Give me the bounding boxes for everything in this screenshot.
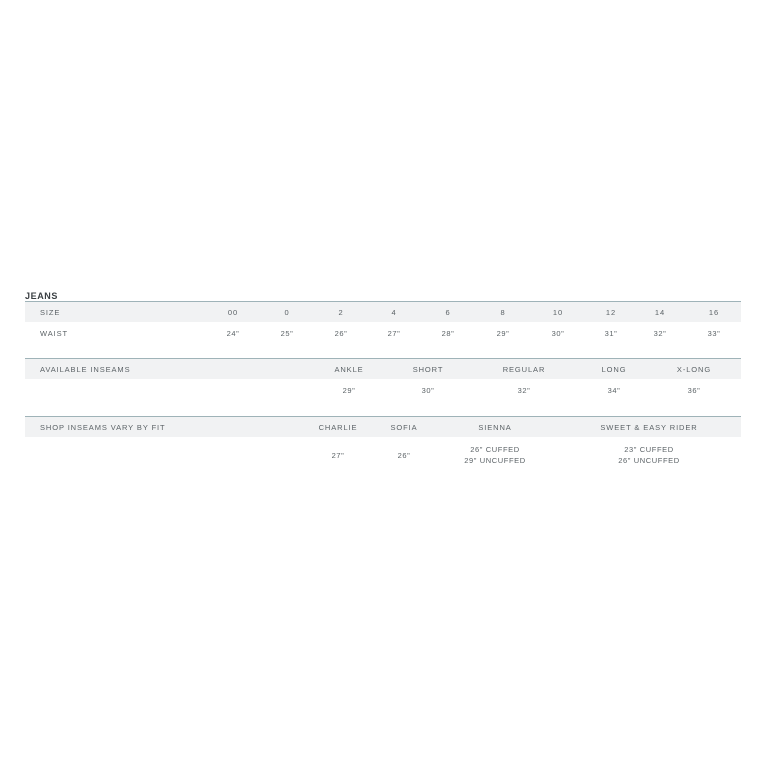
size-header-cell: 8 [500,308,506,317]
waist-value-cell: 24" [226,329,240,338]
waist-value-cell: 27" [387,329,401,338]
waist-value-cell: 33" [707,329,721,338]
size-header-band [25,302,741,322]
waist-value-cell: 30" [551,329,565,338]
waist-value-cell: 32" [653,329,667,338]
inseam-name-cell: ANKLE [334,365,364,374]
size-header-cell: 00 [227,308,239,317]
waist-value-cell: 26" [334,329,348,338]
inseam-name-cell: X-LONG [676,365,712,374]
waist-value-cell: 25" [280,329,294,338]
inseam-header-label: AVAILABLE INSEAMS [40,365,131,374]
fit-name-cell: CHARLIE [318,423,358,432]
inseam-name-cell: SHORT [412,365,444,374]
inseam-value-cell: 32" [517,386,531,395]
fit-name-cell: SWEET & EASY RIDER [600,423,698,432]
waist-row-label: WAIST [40,329,68,338]
fit-name-cell: SOFIA [390,423,418,432]
fit-value-line: 26" [397,451,411,460]
inseam-header-band [25,359,741,379]
chart-title: JEANS [25,291,59,301]
size-header-cell: 6 [445,308,451,317]
size-header-cell: 12 [605,308,617,317]
fit-value-line: 27" [331,451,345,460]
inseam-name-cell: LONG [601,365,627,374]
fit-name-cell: SIENNA [478,423,512,432]
fit-value-cell [332,450,345,461]
size-header-cell: 2 [338,308,344,317]
inseam-name-cell: REGULAR [502,365,546,374]
size-header-label: SIZE [40,308,61,317]
fit-value-line: 26" UNCUFFED [618,456,680,465]
fit-value-cell [398,450,411,461]
size-header-cell: 4 [391,308,397,317]
fit-header-label: SHOP INSEAMS VARY BY FIT [40,423,166,432]
inseam-value-cell: 30" [421,386,435,395]
fit-value-line: 23" CUFFED [624,445,674,454]
waist-value-cell: 29" [496,329,510,338]
fit-value-cell [464,444,526,466]
fit-value-cell [618,444,680,466]
size-header-cell: 16 [708,308,720,317]
fit-value-line: 29" UNCUFFED [464,456,526,465]
size-header-cell: 14 [654,308,666,317]
waist-value-cell: 31" [604,329,618,338]
size-header-cell: 10 [552,308,564,317]
inseam-value-cell: 34" [607,386,621,395]
fit-value-line: 26" CUFFED [470,445,520,454]
inseam-value-cell: 36" [687,386,701,395]
inseam-value-cell: 29" [342,386,356,395]
size-header-cell: 0 [284,308,290,317]
waist-value-cell: 28" [441,329,455,338]
